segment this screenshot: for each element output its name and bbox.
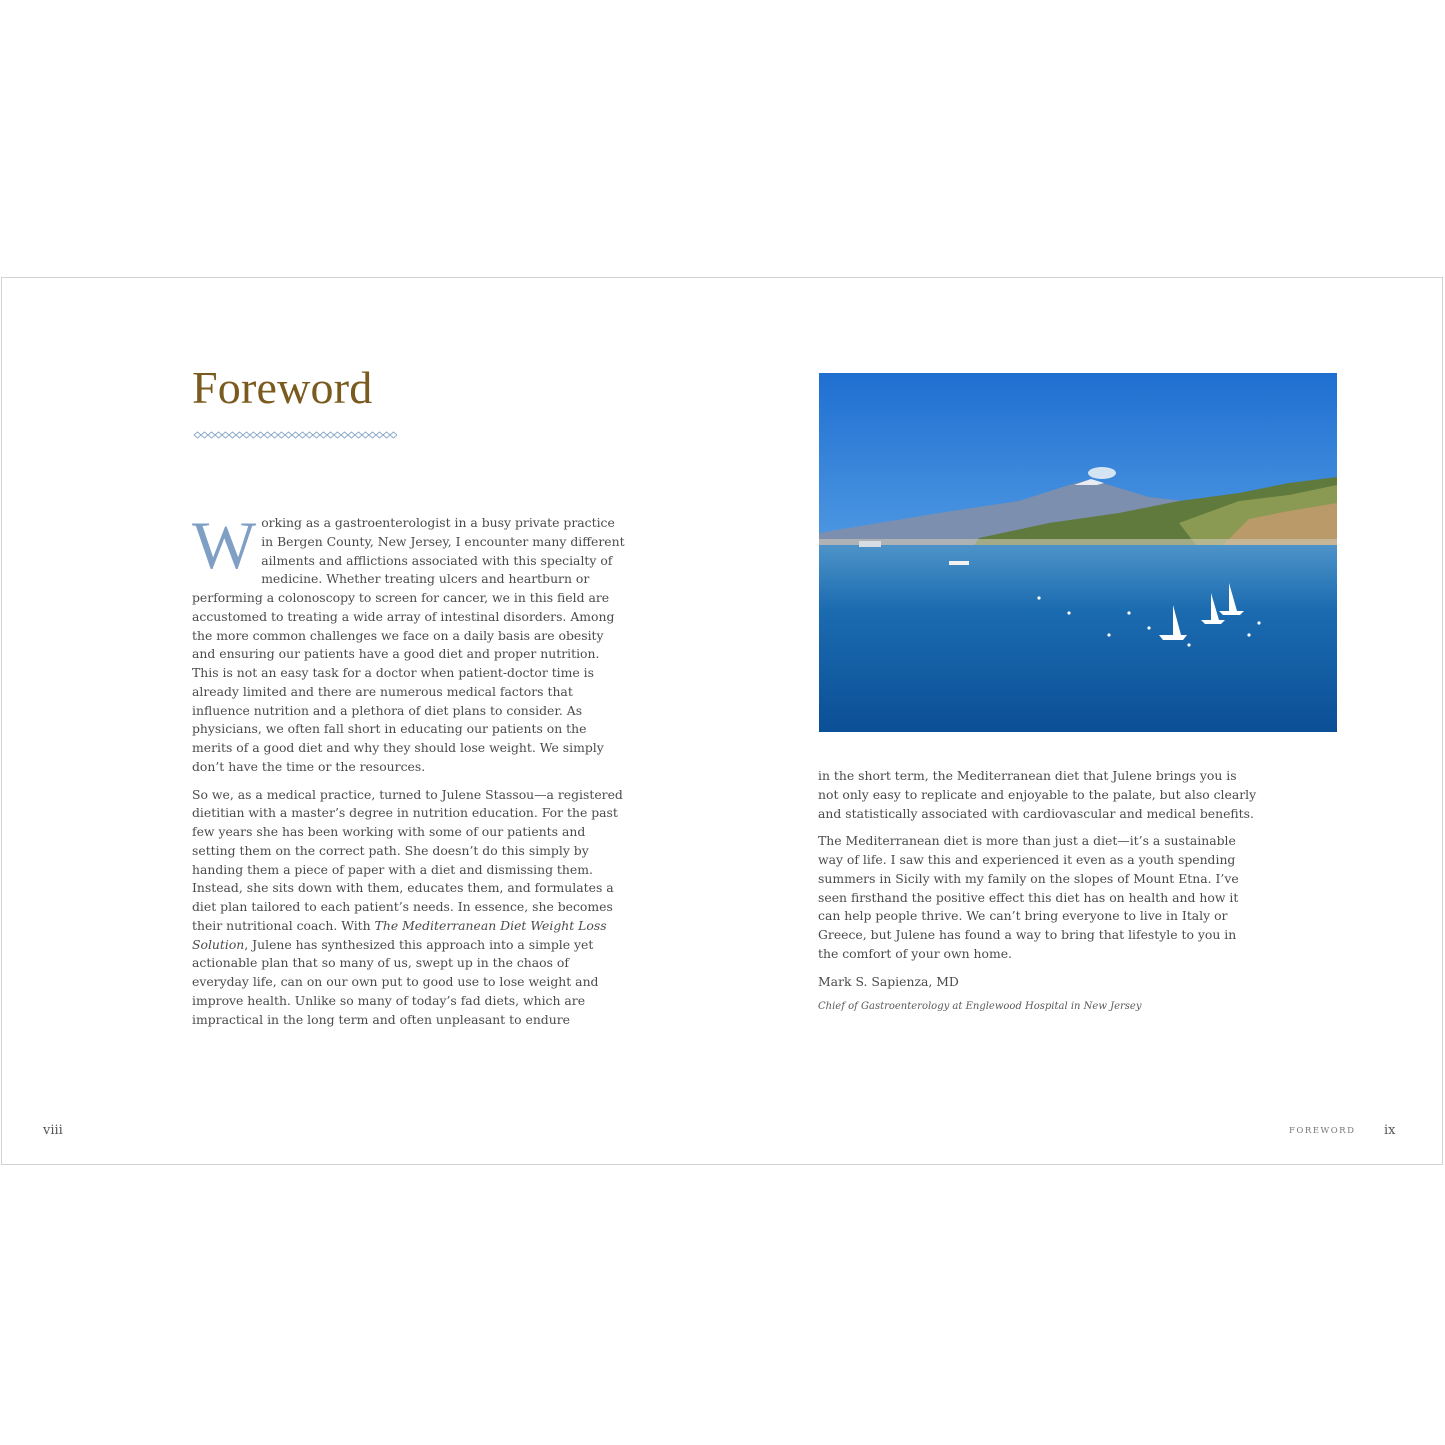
page-number-left: viii [43, 1123, 63, 1138]
signature-role: Chief of Gastroenterology at Englewood Hospital in New Jersey [818, 1001, 1142, 1013]
ornament-diamond [369, 432, 376, 438]
paragraph-1-text: orking as a gastroenterologist in a busy private practice in Bergen County, New Jersey, I encounter many different ailments and afflictions associated with this specialty of medicine. Whether treating ulcers and heartburn or performing a colonoscopy to screen for cancer, we in this field are accustomed to treating a wide array of intestinal disorders. Among the more common challenges we face on a daily basis are obesity and ensuring our patients have a good diet and proper nutrition. This is not an easy task for a doctor when patient-doctor time is already limited and there are numerous medical factors that influence nutrition and a plethora of diet plans to consider. As physicians, we often fall short in educating our patients on the merits of a good diet and why they should lose weight. We simply don’t have the time or the resources. [192, 515, 625, 774]
ornament-diamond [299, 432, 306, 438]
paragraph-1 [192, 507, 628, 777]
ornament-diamond [390, 432, 397, 438]
ornament-diamond [355, 432, 362, 438]
title-ornament-divider [192, 430, 397, 440]
ornament-diamond [376, 432, 383, 438]
photo-sicily-coast-mount-etna [819, 373, 1337, 732]
paragraph-4: The Mediterranean diet is more than just a diet—it’s a sustainable way of life. I saw this and experienced it even as a youth spending summers in Sicily with my family on the slopes of Mount Etna. I’ve seen firsthand the positive effect this diet has on health and how it can help people thrive. We can’t bring everyone to live in Italy or Greece, but Julene has found a way to bring that lifestyle to you in the comfort of your own home. [818, 833, 1239, 961]
ornament-diamond [348, 432, 355, 438]
ornament-diamond [194, 432, 201, 438]
ornament-diamond [222, 432, 229, 438]
running-head: FOREWORD [1289, 1126, 1356, 1136]
ornament-diamond [313, 432, 320, 438]
ornament-diamond [243, 432, 250, 438]
ornament-diamond [285, 432, 292, 438]
ornament-diamond [383, 432, 390, 438]
drop-cap: W [192, 507, 257, 583]
ornament-diamond [208, 432, 215, 438]
book-title: The Mediterranean Diet Weight Loss Solution [192, 917, 607, 952]
page-number-right: ix [1384, 1123, 1396, 1138]
ornament-diamond [334, 432, 341, 438]
signature-name: Mark S. Sapienza, MD [818, 973, 959, 989]
left-column-text [192, 507, 628, 1038]
ornament-diamond [250, 432, 257, 438]
right-column-text [818, 767, 1258, 1023]
ornament-diamond [201, 432, 208, 438]
ornament-diamond [362, 432, 369, 438]
ornament-diamond [327, 432, 334, 438]
ornament-diamond [320, 432, 327, 438]
ornament-diamond [306, 432, 313, 438]
ornament-diamond [229, 432, 236, 438]
ornament-diamond [278, 432, 285, 438]
ornament-diamond [236, 432, 243, 438]
ornament-diamond [257, 432, 264, 438]
paragraph-2-text-b: , Julene has synthesized this approach into a simple yet actionable plan that so many of us, swept up in the chaos of everyday life, can on our own put to good use to lose weight and improve health. Unlike so many of today’s fad diets, which are impractical in the long term and often unpleasant to endure [192, 936, 599, 1027]
ornament-diamond [271, 432, 278, 438]
ornament-diamond [292, 432, 299, 438]
ornament-diamond [341, 432, 348, 438]
paragraph-2 [192, 786, 628, 1030]
paragraph-2-text-a: So we, as a medical practice, turned to Julene Stassou—a registered dietitian with a master’s degree in nutrition education. For the past few years she has been working with some of our patients and setting them on the correct path. She doesn’t do this simply by handing them a piece of paper with a diet and dismissing them. Instead, she sits down with them, educates them, and formulates a diet plan tailored to each patient’s needs. In essence, she becomes their nutritional coach. With [192, 786, 623, 933]
paragraph-3: in the short term, the Mediterranean diet that Julene brings you is not only easy to replicate and enjoyable to the palate, but also clearly and statistically associated with cardiovascular and medical benefits. [818, 768, 1257, 821]
page-title: Foreword [192, 362, 373, 413]
ornament-diamond [264, 432, 271, 438]
ornament-diamond [215, 432, 222, 438]
